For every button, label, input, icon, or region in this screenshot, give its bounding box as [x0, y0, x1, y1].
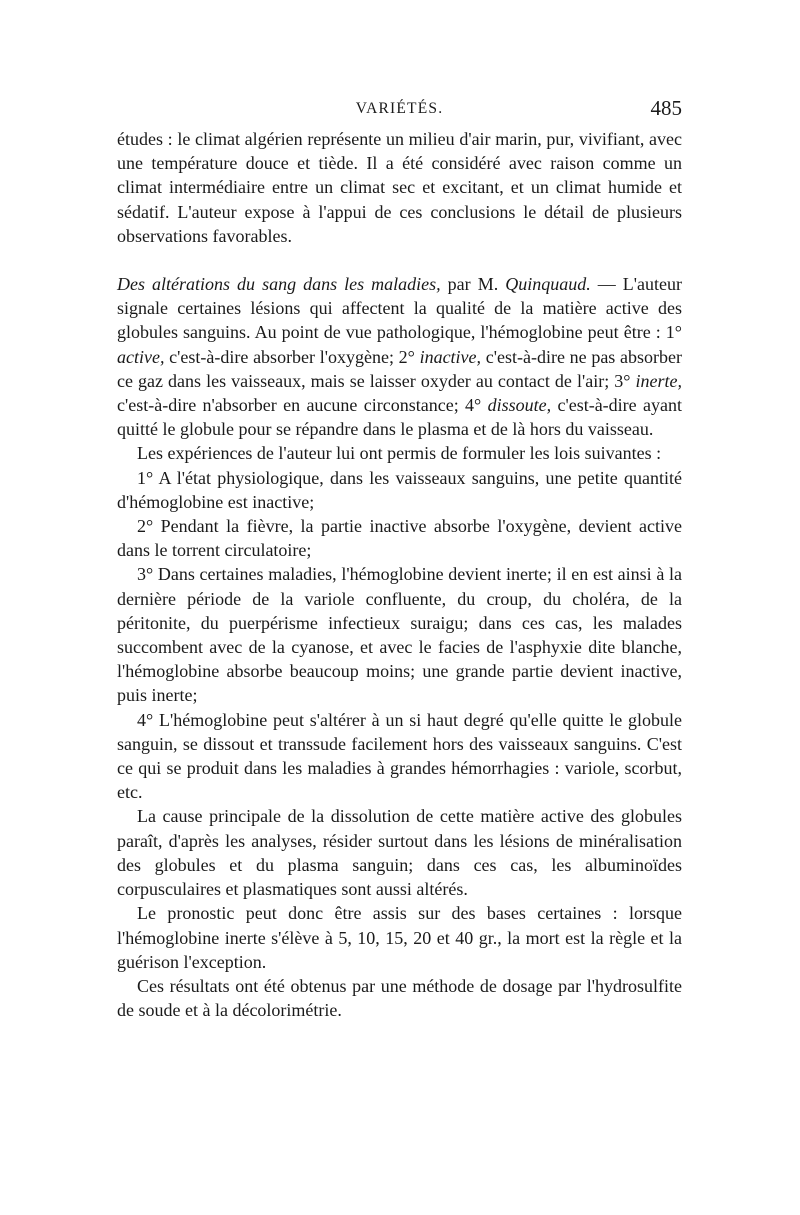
term-dissoute: dissoute,	[487, 395, 552, 416]
paragraph-prognosis: Le pronostic peut donc être assis sur des bases certaines : lorsque l'hémoglobine inerte s'élève à 5, 10, 15, 20 et 40 gr., la mort est la règle et la guérison l'exception.	[117, 903, 682, 972]
term-active: active,	[117, 346, 165, 367]
article-intro-a: L'auteur signale certaines lésions qui affectent la qualité de la matière active des globules sanguins. Au point de vue pathologique, l'hémoglobine peut être : 1°	[117, 274, 683, 343]
term-inactive: inactive,	[419, 346, 482, 367]
article-dash: —	[590, 274, 616, 295]
paragraph-law-1: 1° A l'état physiologique, dans les vaisseaux sanguins, une petite quantité d'hémoglobine est inactive;	[117, 467, 682, 512]
article-paragraph	[117, 272, 682, 441]
term-inerte: inerte,	[635, 370, 682, 391]
article-author: Quinquaud.	[505, 274, 591, 295]
article-intro-c: c'est-à-dire ne pas absorber ce gaz dans les vaisseaux, mais se laisser oxyder au contact de l'air; 3°	[117, 346, 682, 391]
paragraph-cause: La cause principale de la dissolution de cette matière active des globules paraît, d'après les analyses, résider surtout dans les lésions de minéralisation des globules et du plasma sanguin; dans ces cas, les albuminoïdes corpusculaires et plasmatiques sont aussi altérés.	[117, 806, 682, 900]
paragraph-law-2: 2° Pendant la fièvre, la partie inactive absorbe l'oxygène, devient active dans le torrent circulatoire;	[117, 516, 682, 561]
paragraph-laws-intro: Les expériences de l'auteur lui ont permis de formuler les lois suivantes :	[137, 443, 662, 464]
article-by: par M.	[440, 274, 506, 295]
running-head: VARIÉTÉS.	[355, 100, 444, 117]
article-title: Des altérations du sang dans les maladies,	[117, 274, 441, 295]
body-text	[117, 127, 682, 1022]
article-intro-d: c'est-à-dire n'absorber en aucune circonstance; 4°	[117, 395, 488, 416]
paragraph-law-4: 4° L'hémoglobine peut s'altérer à un si haut degré qu'elle quitte le globule sanguin, se dissout et transsude facilement hors des vaisseaux sanguins. C'est ce qui se produit dans les maladies à grandes hémorrhagies : variole, scorbut, etc.	[117, 709, 682, 803]
article-intro-b: c'est-à-dire absorber l'oxygène; 2°	[164, 346, 420, 367]
article-intro-e: c'est-à-dire ayant quitté le globule pour se répandre dans le plasma et de là hors du vaisseau.	[117, 395, 682, 440]
page-header	[117, 96, 682, 126]
page-number: 485	[650, 96, 682, 120]
section-gap	[117, 248, 682, 272]
paragraph-method: Ces résultats ont été obtenus par une méthode de dosage par l'hydrosulfite de soude et à la décolorimétrie.	[117, 975, 682, 1021]
paragraph-law-3: 3° Dans certaines maladies, l'hémoglobine devient inerte; il en est ainsi à la dernière période de la variole confluente, du croup, du choléra, de la péritonite, du puerpérisme infectieux suraigu; dans ces cas, les malades succombent avec de la cyanose, et avec le facies de l'asphyxie dite blanche, l'hémoglobine absorbe beaucoup moins; une grande partie devient inactive, puis inerte;	[117, 564, 682, 706]
continuation-paragraph: études : le climat algérien représente un milieu d'air marin, pur, vivifiant, avec une température douce et tiède. Il a été considéré avec raison comme un climat intermédiaire entre un climat sec et excitant, et un climat humide et sédatif. L'auteur expose à l'appui de ces conclusions le détail de plusieurs observations favorables.	[117, 129, 682, 246]
